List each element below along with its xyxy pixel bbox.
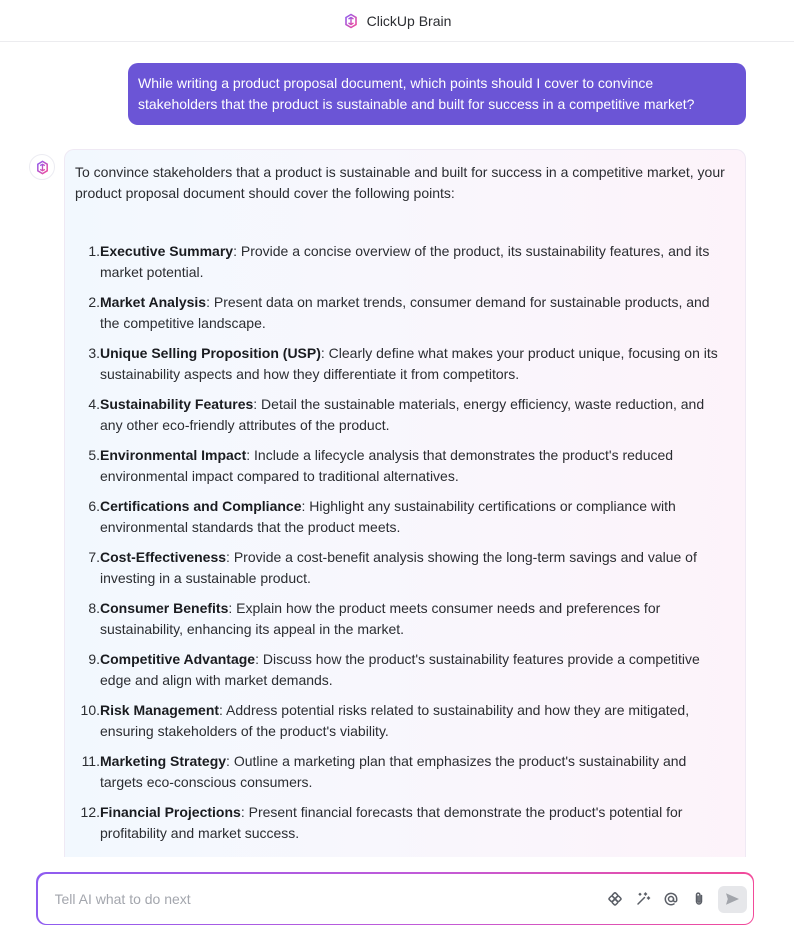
- clickup-brain-icon: [35, 160, 50, 175]
- list-item: [75, 649, 735, 700]
- list-item-title: Cost-Effectiveness: [100, 549, 227, 565]
- list-item-description: : Provide a concise overview of the product, its sustainability features, and its market potential.: [100, 243, 710, 280]
- user-message: While writing a product proposal document, which points should I cover to convince stakeholders that the product is sustainable and built for success in a competitive market?: [128, 63, 746, 125]
- list-item-number: 4.: [88, 396, 100, 412]
- list-item-title: Unique Selling Proposition (USP): [100, 345, 321, 361]
- list-item-title: Financial Projections: [100, 804, 241, 820]
- list-item: [75, 394, 735, 445]
- list-item: [75, 802, 735, 853]
- list-item-title: Certifications and Compliance: [100, 498, 302, 514]
- header: [0, 0, 794, 42]
- list-item-number: 12.: [80, 804, 100, 820]
- list-item-number: 9.: [88, 651, 100, 667]
- list-item-number: 6.: [88, 498, 100, 514]
- list-item-number: 3.: [88, 345, 100, 361]
- send-icon: [725, 892, 740, 906]
- integrations-icon[interactable]: [606, 890, 624, 908]
- list-item: [75, 241, 735, 292]
- list-item-title: Competitive Advantage: [100, 651, 256, 667]
- list-item-number: 8.: [88, 600, 100, 616]
- list-item-title: Risk Management: [100, 702, 220, 718]
- list-item-text: [100, 700, 730, 742]
- ai-prompt-composer: [36, 872, 754, 925]
- list-item-number: 7.: [88, 549, 100, 565]
- list-item: [75, 343, 735, 394]
- list-item-text: [100, 343, 730, 385]
- list-item-number: 2.: [88, 294, 100, 310]
- list-item-description: : Present financial forecasts that demonstrate the product's potential for profitability and market success.: [100, 804, 683, 841]
- list-item: [75, 292, 735, 343]
- send-button[interactable]: [718, 886, 747, 913]
- list-item-text: [100, 241, 730, 283]
- list-item-text: [100, 394, 730, 436]
- list-item-text: [100, 292, 730, 334]
- list-item-text: [100, 751, 730, 793]
- list-item: [75, 496, 735, 547]
- list-item-description: : Include a lifecycle analysis that demonstrates the product's reduced environmental impact compared to traditional alternatives.: [100, 447, 674, 484]
- list-item-description: : Provide a cost-benefit analysis showing the long-term savings and value of investing in a sustainable product.: [100, 549, 697, 586]
- app-title: ClickUp Brain: [366, 12, 452, 29]
- list-item-description: : Highlight any sustainability certifications or compliance with environmental standards that the product meets.: [100, 498, 676, 535]
- list-item-title: Executive Summary: [100, 243, 234, 259]
- at-mention-icon[interactable]: [662, 890, 680, 908]
- list-item: [75, 751, 735, 802]
- ai-prompt-input[interactable]: [55, 874, 595, 924]
- ai-avatar: [29, 154, 55, 180]
- list-item-text: [100, 496, 730, 538]
- list-item-text: [100, 649, 730, 691]
- list-item: [75, 598, 735, 649]
- list-item-text: [100, 598, 730, 640]
- list-item-number: 1.: [88, 243, 100, 259]
- list-item-number: 11.: [81, 753, 100, 769]
- magic-wand-icon[interactable]: [634, 890, 652, 908]
- ai-response-list: [75, 241, 735, 853]
- list-item-number: 5.: [88, 447, 100, 463]
- list-item-text: [100, 547, 730, 589]
- list-item-title: Marketing Strategy: [100, 753, 227, 769]
- list-item-title: Environmental Impact: [100, 447, 247, 463]
- composer-inner: [38, 874, 753, 924]
- list-item-title: Sustainability Features: [100, 396, 254, 412]
- list-item: [75, 547, 735, 598]
- list-item-description: : Outline a marketing plan that emphasizes the product's sustainability and targets eco-conscious consumers.: [100, 753, 687, 790]
- ai-response-intro: To convince stakeholders that a product is sustainable and built for success in a competitive market, your product proposal document should cover the following points:: [75, 164, 725, 201]
- attachment-icon[interactable]: [690, 890, 708, 908]
- list-item-text: [100, 445, 730, 487]
- list-item: [75, 700, 735, 751]
- list-item-title: Consumer Benefits: [100, 600, 229, 616]
- list-item-description: : Present data on market trends, consumer demand for sustainable products, and the competitive landscape.: [100, 294, 710, 331]
- list-item-description: : Detail the sustainable materials, energy efficiency, waste reduction, and any other eco-friendly attributes of the product.: [100, 396, 705, 433]
- ai-response-card: [64, 149, 746, 857]
- list-item-description: : Discuss how the product's sustainability features provide a competitive edge and align with market demands.: [100, 651, 700, 688]
- list-item-number: 10.: [80, 702, 100, 718]
- list-item: [75, 445, 735, 496]
- list-item-title: Market Analysis: [100, 294, 207, 310]
- list-item-description: : Address potential risks related to sustainability and how they are mitigated, ensuring stakeholders of the product's viability.: [100, 702, 690, 739]
- list-item-text: [100, 802, 730, 844]
- list-item-description: : Explain how the product meets consumer needs and preferences for sustainability, enhancing its appeal in the market.: [100, 600, 661, 637]
- clickup-brain-icon: [343, 13, 359, 29]
- list-item-description: : Clearly define what makes your product unique, focusing on its sustainability aspects and how they differentiate it from competitors.: [100, 345, 718, 382]
